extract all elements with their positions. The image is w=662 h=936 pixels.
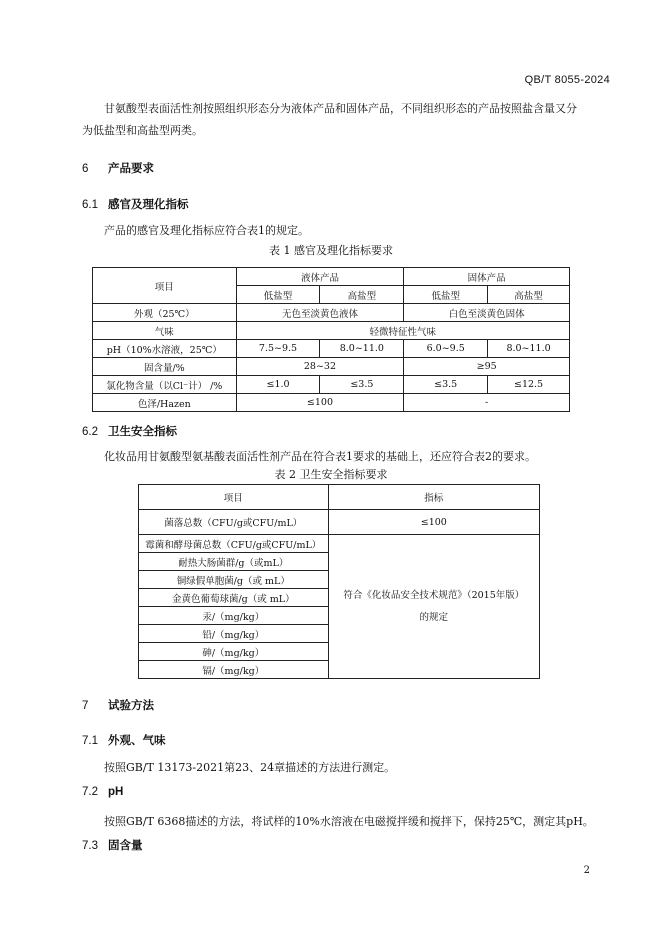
table-cell: ≤1.0 [236,376,320,394]
table-cell: 铜绿假单胞菌/g（或 mL） [139,571,329,589]
section-6-2-heading [82,423,177,439]
section-7-2-text: 按照GB/T 6368描述的方法，将试样的10%水溶液在电磁搅拌缓和搅拌下，保持25℃，测定其pH。 [104,815,594,828]
table-row [93,268,570,286]
table-cell: 无色至淡黄色液体 [236,304,404,322]
table-header-cell: 项目 [93,268,237,304]
table-cell: ≤3.5 [404,376,488,394]
section-7-heading [82,697,154,713]
section-number: 7.3 [82,840,98,852]
table-header-cell: 液体产品 [236,268,404,286]
table-header-cell: 低盐型 [236,286,320,304]
table-row [93,376,570,394]
standard-code: QB/T 8055-2024 [524,74,610,86]
table-row [93,358,570,376]
table-1 [92,267,570,412]
table-row [139,485,540,510]
table-cell: ≤12.5 [488,376,570,394]
section-6-1-text: 产品的感官及理化指标应符合表1的规定。 [104,224,309,237]
section-number: 6.1 [82,199,98,211]
section-number: 6.2 [82,426,98,438]
section-title: 卫生安全指标 [108,426,177,438]
table-cell: 金黄色葡萄球菌/g（或 mL） [139,589,329,607]
table-header-cell: 项目 [139,485,329,510]
table-header-cell: 高盐型 [488,286,570,304]
table-cell: ≤3.5 [320,376,404,394]
table-header-cell: 固体产品 [404,268,570,286]
section-number: 7.1 [82,735,98,747]
section-title: pH [108,786,124,798]
merged-value-line-2: 的规定 [419,611,449,623]
section-number: 7 [82,700,89,712]
table-row [93,394,570,412]
table-1-caption: 表 1 感官及理化指标要求 [269,244,393,257]
table-cell: 轻微特征性气味 [236,322,569,340]
section-7-2-heading [82,786,123,798]
table-cell: - [404,394,570,412]
section-7-1-text: 按照GB/T 13173-2021第23、24章描述的方法进行测定。 [104,761,396,774]
table-cell: ≤100 [236,394,404,412]
table-2 [138,484,540,679]
table-cell: 固含量/% [93,358,237,376]
table-cell: 8.0~11.0 [488,340,570,358]
section-6-2-text: 化妆品用甘氨酸型氨基酸表面活性剂产品在符合表1要求的基础上，还应符合表2的要求。 [104,450,536,463]
table-cell: 砷/（mg/kg） [139,643,329,661]
table-cell: 汞/（mg/kg） [139,607,329,625]
section-6-1-heading [82,196,189,212]
section-7-3-heading [82,837,143,853]
table-row [139,535,540,553]
table-cell: 氯化物含量（以Cl⁻计） /% [93,376,237,394]
intro-line-1: 甘氨酸型表面活性剂按照组织形态分为液体产品和固体产品，不同组织形态的产品按照盐含量又分 [104,102,577,115]
table-cell: 7.5~9.5 [236,340,320,358]
table-2-caption: 表 2 卫生安全指标要求 [274,468,388,481]
table-row [139,510,540,535]
table-row [93,340,570,358]
table-cell: 霉菌和酵母菌总数（CFU/g或CFU/mL） [139,535,329,553]
section-6-heading [82,160,154,176]
section-title: 固含量 [108,840,143,852]
table-cell: 气味 [93,322,237,340]
table-cell: 6.0~9.5 [404,340,488,358]
table-header-cell: 低盐型 [404,286,488,304]
section-title: 试验方法 [108,700,154,712]
table-cell: 28~32 [236,358,404,376]
table-cell: ≥95 [404,358,570,376]
section-title: 外观、气味 [108,735,166,747]
table-cell: pH（10%水溶液，25℃） [93,340,237,358]
table-cell: 白色至淡黄色固体 [404,304,570,322]
table-row [93,322,570,340]
table-header-cell: 指标 [328,485,539,510]
table-cell: 耐热大肠菌群/g（或mL） [139,553,329,571]
table-row [93,304,570,322]
table-cell: 8.0~11.0 [320,340,404,358]
table-cell: ≤100 [328,510,539,535]
table-cell: 色泽/Hazen [93,394,237,412]
section-number: 6 [82,163,89,175]
table-header-cell: 高盐型 [320,286,404,304]
merged-value-line-1: 符合《化妆品安全技术规范》（2015年版） [343,589,525,601]
intro-paragraph [82,98,612,142]
table-cell: 镉/（mg/kg） [139,661,329,679]
table-cell: 铅/（mg/kg） [139,625,329,643]
merged-value-cell [328,535,539,679]
section-title: 产品要求 [108,163,154,175]
table-cell: 菌落总数（CFU/g或CFU/mL） [139,510,329,535]
section-7-1-heading [82,732,166,748]
intro-line-2: 为低盐型和高盐型两类。 [82,124,203,137]
table-cell: 外观（25℃） [93,304,237,322]
section-title: 感官及理化指标 [108,199,189,211]
section-number: 7.2 [82,786,98,798]
page-number: 2 [583,865,590,876]
